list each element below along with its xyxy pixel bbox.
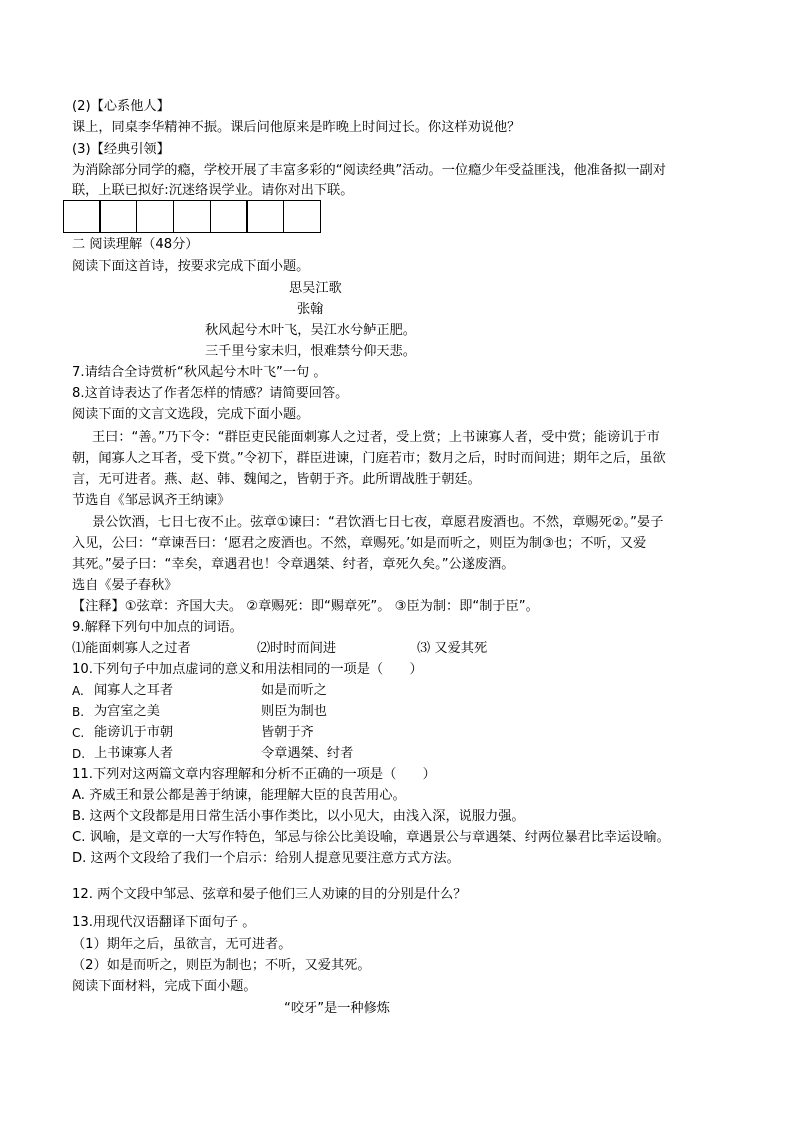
question-8: 8.这首诗表达了作者怎样的情感？请简要回答。: [72, 386, 349, 401]
question-text-jingdian-line2: 联，上联已拟好:沉迷络误学业。请你对出下联。: [72, 183, 354, 198]
passage1-source: 节选自《邹忌讽齐王纳谏》: [72, 493, 231, 508]
passage2-line: 景公饮酒，七日七夜不止。弦章①谏曰：“君饮酒七日七夜，章愿君废酒也。不然，章赐死②。”晏子: [92, 515, 664, 530]
question-10: 10.下列句子中加点虚词的意义和用法相同的一项是（ ）: [72, 662, 423, 677]
passage2-source: 选自《晏子春秋》: [72, 578, 178, 593]
option-left: 为宫室之美: [94, 704, 160, 719]
answer-box-row: [64, 200, 321, 233]
passage2-line: 其死。”晏子曰：“幸矣，章遇君也！令章遇桀、纣者，章死久矣。”公遂废酒。: [72, 557, 515, 572]
answer-box[interactable]: [136, 200, 174, 233]
passage1-line: 言，无可进者。燕、赵、韩、魏闻之，皆朝于齐。此所谓战胜于朝廷。: [72, 472, 481, 487]
material-instruction: 阅读下面材料，完成下面小题。: [72, 979, 257, 994]
poem-author: 张翰: [297, 302, 324, 317]
question-13: 13.用现代汉语翻译下面句子 。: [72, 915, 256, 930]
question-11-option: A. 齐威王和景公都是善于纳谏，能理解大臣的良苦用心。: [72, 788, 406, 803]
option-right: 令章遇桀、纣者: [261, 746, 354, 761]
question-11-option: C. 讽喻，是文章的一大写作特色，邹忌与徐公比美设喻，章遇景公与章遇桀、纣两位暴君比幸运设喻。: [72, 830, 670, 845]
question-11: 11.下列对这两篇文章内容理解和分析不正确的一项是（ ）: [72, 767, 436, 782]
option-left: 闻寡人之耳者: [94, 683, 174, 698]
option-left: 上书谏寡人者: [94, 746, 174, 761]
question-13-item: （2）如是而听之，则臣为制也；不听，又爱其死。: [72, 958, 371, 973]
answer-box[interactable]: [63, 200, 101, 233]
answer-box[interactable]: [99, 200, 137, 233]
option-label: B.: [72, 705, 85, 719]
question-9-item: ⑵时时而间进: [257, 641, 337, 656]
question-9-item: ⑴能面刺寡人之过者: [72, 641, 191, 656]
question-12: 12. 两个文段中邹忌、弦章和晏子他们三人劝谏的目的分别是什么？: [72, 887, 467, 902]
question-7: 7.请结合全诗赏析“秋风起兮木叶飞”一句 。: [72, 365, 327, 380]
option-right: 皆朝于齐: [261, 725, 314, 740]
question-9-item: ⑶ 又爱其死: [417, 641, 488, 656]
answer-box[interactable]: [173, 200, 211, 233]
passage1-line: 朝，闻寡人之耳者，受下赏。”令初下，群臣进谏，门庭若市；数月之后，时时而间进；期年之后，虽欲: [72, 451, 666, 466]
poem-line: 三千里兮家未归，恨难禁兮仰天悲。: [205, 344, 416, 359]
poem-instruction: 阅读下面这首诗，按要求完成下面小题。: [72, 259, 310, 274]
question-heading-xinxi: (2)【心系他人】: [72, 99, 170, 114]
annotation-notes: 【注释】①弦章：齐国大夫。 ②章赐死：即“赐章死”。 ③臣为制：即“制于臣”。: [72, 599, 539, 614]
question-11-option: D. 这两个文段给了我们一个启示：给别人提意见要注意方式方法。: [72, 851, 460, 866]
question-text-jingdian-line1: 为消除部分同学的瘾，学校开展了丰富多彩的“阅读经典”活动。一位瘾少年受益匪浅，他准备拟一副对: [72, 163, 666, 178]
answer-box[interactable]: [210, 200, 248, 233]
question-11-option: B. 这两个文段都是用日常生活小事作类比，以小见大，由浅入深，说服力强。: [72, 809, 525, 824]
passage2-line: 入见，公曰：“章谏吾曰：‘愿君之废酒也。不然，章赐死。’如是而听之，则臣为制③也；不听，又爱: [72, 536, 647, 551]
question-text-xinxi: 课上，同桌李华精神不振。课后问他原来是昨晚上时间过长。你这样劝说他？: [72, 120, 521, 135]
question-heading-jingdian: (3)【经典引领】: [72, 142, 170, 157]
option-label: A.: [72, 684, 84, 698]
poem-title: 思吴江歌: [289, 281, 342, 296]
poem-line: 秋风起兮木叶飞，吴江水兮鲈正肥。: [205, 323, 416, 338]
question-13-item: （1）期年之后，虽欲言，无可进者。: [72, 937, 292, 952]
wenyan-instruction: 阅读下面的文言文选段，完成下面小题。: [72, 407, 310, 422]
passage1-line: 王曰：“善。”乃下令：“群臣吏民能面刺寡人之过者，受上赏；上书谏寡人者，受中赏；能谤讥于市: [92, 430, 660, 445]
section-title: 二 阅读理解（48分）: [72, 237, 199, 252]
answer-box[interactable]: [246, 200, 284, 233]
option-left: 能谤讥于市朝: [94, 725, 174, 740]
option-right: 则臣为制也: [261, 704, 327, 719]
option-right: 如是而听之: [261, 683, 327, 698]
option-label: C.: [72, 726, 85, 740]
material-title: “咬牙”是一种修炼: [284, 1001, 390, 1016]
option-label: D.: [72, 747, 86, 761]
answer-box[interactable]: [283, 200, 321, 233]
question-9: 9.解释下列句中加点的词语。: [72, 620, 243, 635]
